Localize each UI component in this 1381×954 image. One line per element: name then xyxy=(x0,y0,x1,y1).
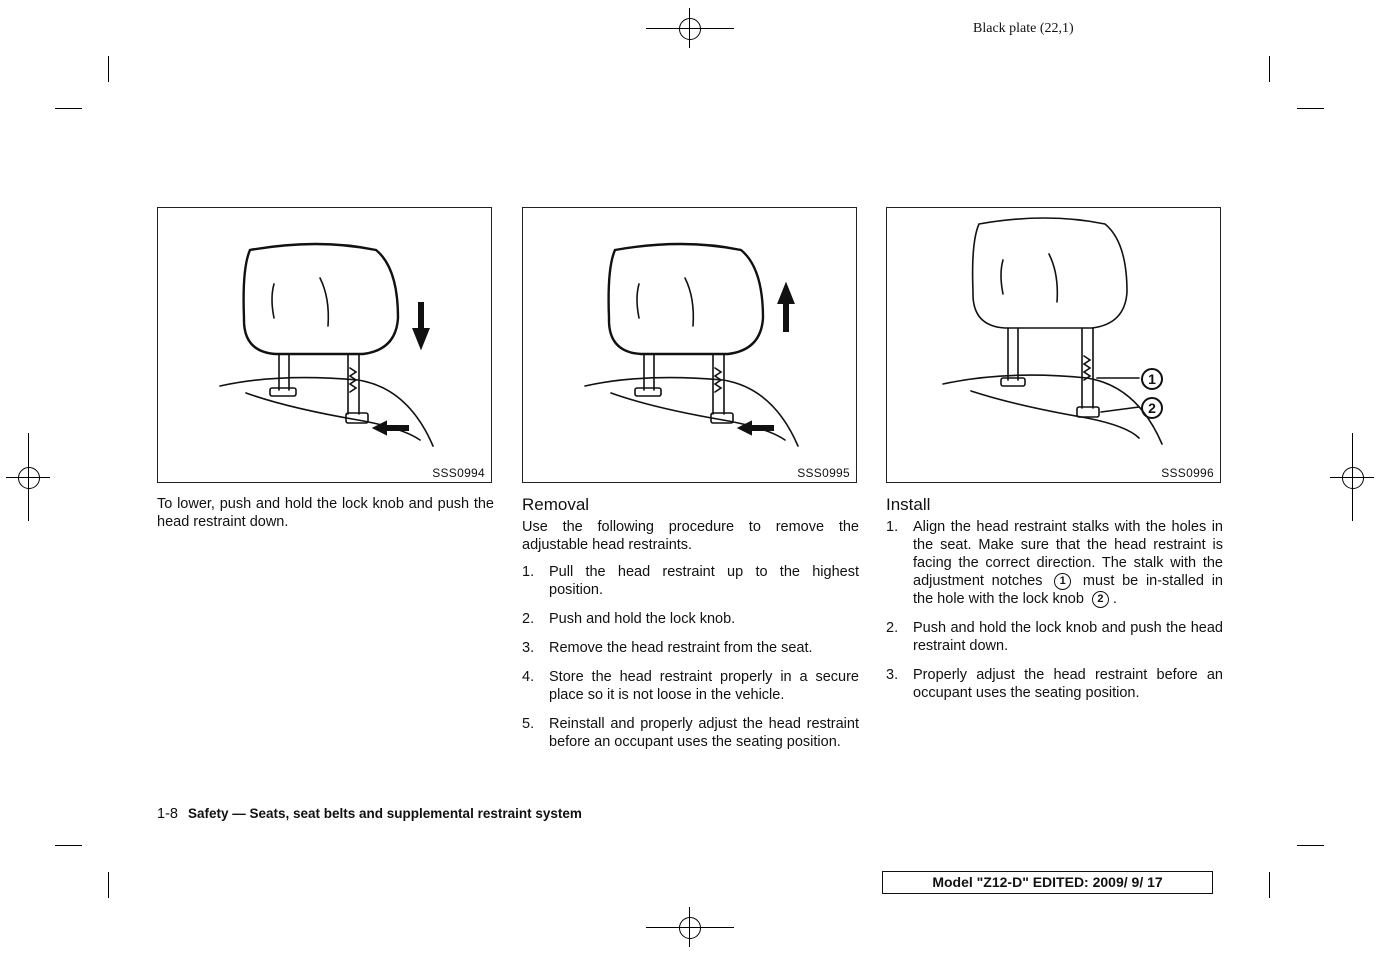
list-item: 1. Align the head restraint stalks with the holes in the seat. Make sure that the head restraint is facing the correct direction. The stalk with the adjustment notches 1 must be in-stalled in the hole with the lock knob 2 . xyxy=(886,519,1223,607)
install-steps xyxy=(886,518,1223,702)
page-footer xyxy=(157,806,582,822)
lower-instruction: To lower, push and hold the lock knob and push the head restraint down. xyxy=(157,496,494,530)
column-removal xyxy=(522,496,859,762)
callout-2: 2 xyxy=(1141,397,1163,419)
figure-code: SSS0996 xyxy=(1161,466,1214,480)
list-item: 4. Store the head restraint properly in a secure place so it is not loose in the vehicle. xyxy=(522,669,859,703)
figure-install xyxy=(886,207,1221,483)
removal-heading: Removal xyxy=(522,495,590,514)
list-item: 5. Reinstall and properly adjust the head restraint before an occupant uses the seating position. xyxy=(522,716,859,750)
callout-1-inline: 1 xyxy=(1054,573,1071,590)
removal-steps xyxy=(522,563,859,751)
list-item: 2. Push and hold the lock knob. xyxy=(522,611,736,627)
head-restraint-illustration xyxy=(887,208,1222,484)
column-install xyxy=(886,496,1223,713)
head-restraint-illustration xyxy=(523,208,858,484)
list-item: 2. Push and hold the lock knob and push the head restraint down. xyxy=(886,620,1223,654)
callout-1: 1 xyxy=(1141,368,1163,390)
plate-label: Black plate (22,1) xyxy=(973,21,1074,36)
figure-code: SSS0994 xyxy=(432,466,485,480)
section-title: Safety — Seats, seat belts and supplemental restraint system xyxy=(187,806,582,821)
list-item: 3. Properly adjust the head restraint before an occupant uses the seating position. xyxy=(886,667,1223,701)
page-number: 1-8 xyxy=(157,806,178,822)
head-restraint-illustration xyxy=(158,208,493,484)
figure-removal xyxy=(522,207,857,483)
model-edited-box: Model "Z12-D" EDITED: 2009/ 9/ 17 xyxy=(882,871,1213,894)
callout-2-inline: 2 xyxy=(1092,591,1109,608)
figure-lower-head-restraint xyxy=(157,207,492,483)
list-item: 3. Remove the head restraint from the seat. xyxy=(522,640,813,656)
removal-intro: Use the following procedure to remove the adjustable head restraints. xyxy=(522,519,859,553)
figure-code: SSS0995 xyxy=(797,466,850,480)
column-lower xyxy=(157,495,494,531)
list-item: 1. Pull the head restraint up to the highest position. xyxy=(522,564,859,598)
install-heading: Install xyxy=(886,495,931,514)
